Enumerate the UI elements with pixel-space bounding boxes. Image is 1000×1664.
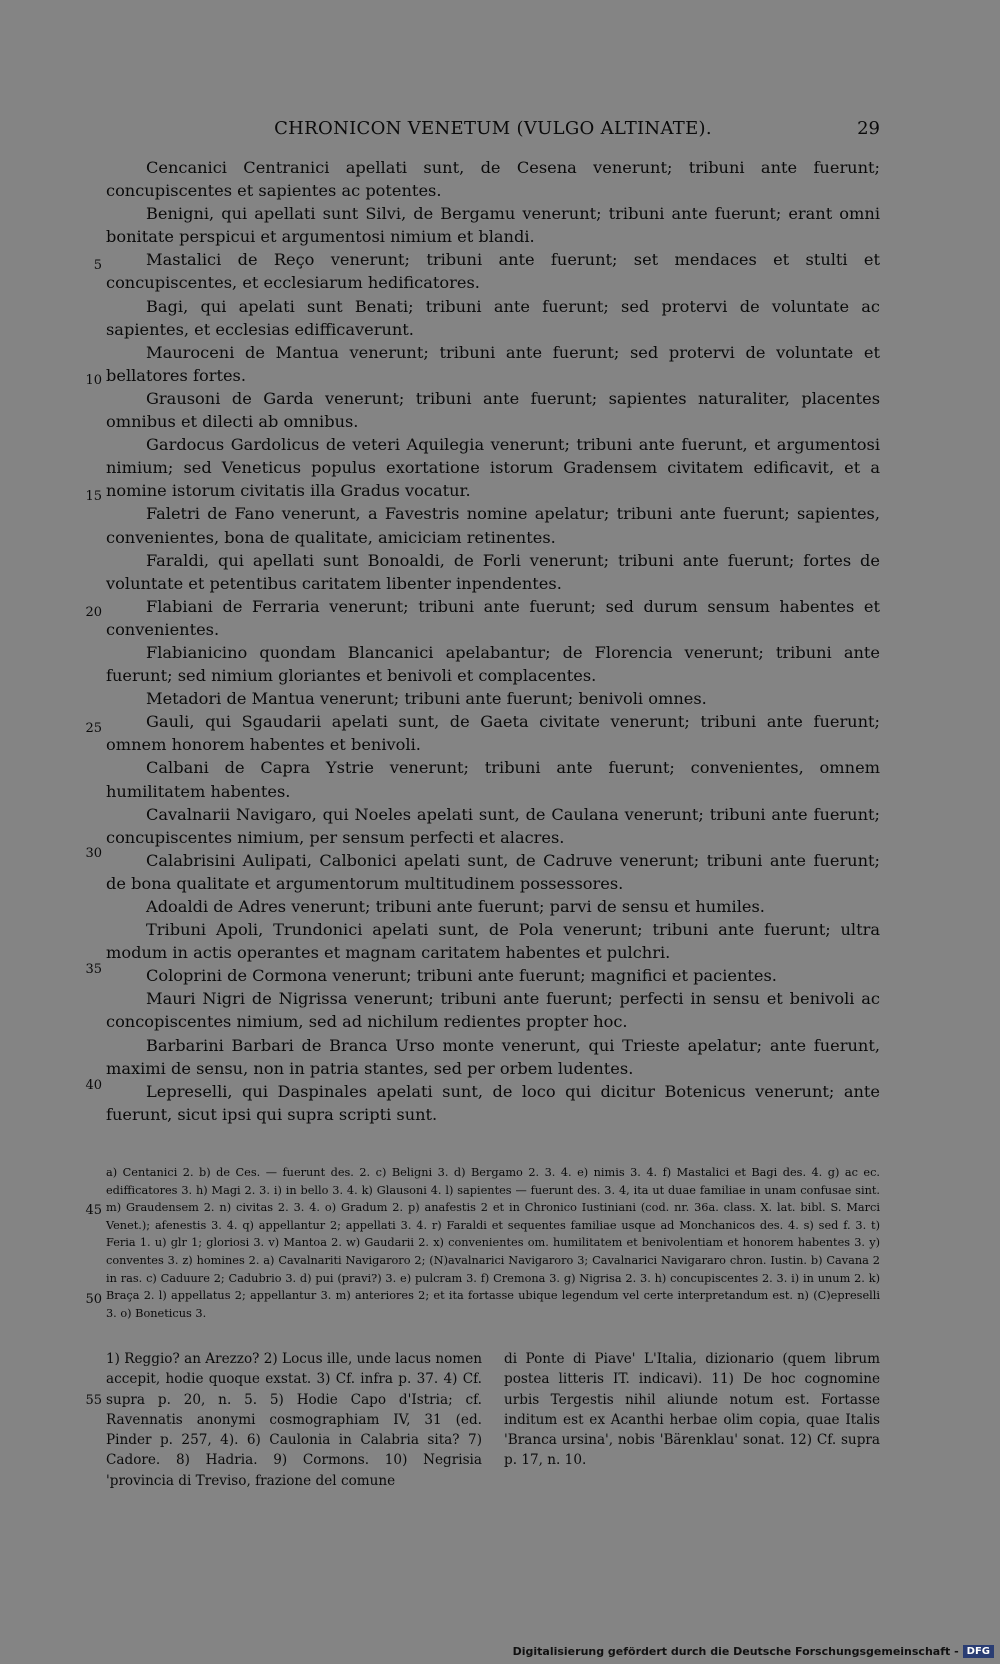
page-number: 29 <box>857 118 880 139</box>
paragraph: Benigni, qui apellati sunt Silvi, de Bergamu venerunt; tribuni ante fuerunt; erant omni bonitate perspicui et argumentosi nimium et blandi. <box>106 204 880 247</box>
paragraph: Tribuni Apoli, Trundonici apelati sunt, de Pola venerunt; tribuni ante fuerunt; ultra modum in actis operantes et magnam caritatem habentes et pulchri. <box>106 920 880 963</box>
line-number: 30 <box>85 846 102 861</box>
paragraph: Faraldi, qui apellati sunt Bonoaldi, de Forli venerunt; tribuni ante fuerunt; fortes de voluntate et petentibus caritatem libenter inpendentes. <box>106 550 880 593</box>
line-number: 55 <box>85 1393 102 1408</box>
paragraph: Calbani de Capra Ystrie venerunt; tribuni ante fuerunt; convenientes, omnem humilitatem habentes. <box>106 758 880 801</box>
apparatus-text: a) Centanici 2. b) de Ces. — fuerunt des. 2. c) Beligni 3. d) Bergamo 2. 3. 4. e) nimis 3. 4. f) Mastalici et Bagi des. 4. g) ac ec. edifficatores 3. h) Magi 2. 3. i) in bello 3. 4. k) Glausoni 4. l) sapientes — fuerunt des. 3. 4, ita ut duae familiae in unam confusae sint. m) Graudensem 2. n) civitas 2. 3. 4. o) Gradum 2. p) anafestis 2 et in Chronico Iustiniani (cod. nr. 36a. class. X. lat. bibl. S. Marci Venet.); afenestis 3. 4. q) appellantur 2; appellati 3. 4. r) Faraldi et sequentes familiae usque ad Monchanicos des. 4. s) sed f. 3. t) Feria 1. u) glr 1; gloriosi 3. v) Mantoa 2. w) Gaudarii 2. x) convenientes om. humilitatem et benivolentiam et honorem habentes 3. y) conventes 3. z) homines 2. a) Cavalnariti Navigaroro 2; (N)avalnarici Navigaroro 3; Cavalnarici Navigararo chron. Iustin. b) Cavana 2 in ras. c) Caduure 2; Cadubrio 3. d) pui (pravi?) 3. e) pulcram 3. f) Cremona 3. g) Nigrisa 2. 3. h) concupiscentes 2. 3. i) in unum 2. k) Braça 2. l) appellatus 2; appellantur 3. m) anteriores 2; et ita fortasse ubique legendum vel certe interpretandum est. n) (C)epreselli 3. o) Boneticus 3. <box>106 1166 880 1320</box>
line-number: 20 <box>85 605 102 620</box>
footnotes-left-text: 1) Reggio? an Arezzo? 2) Locus ille, unde lacus nomen accepit, hodie quoque exstat. 3) Cf. infra p. 37. 4) Cf. supra p. 20, n. 5. 5) Hodie Capo d'Istria; cf. Ravennatis anonymi cosmographiam IV, 31 (ed. Pinder p. 257, 4). 6) Caulonia in Calabria sita? 7) Cadore. 8) Hadria. 9) Cormons. 10) Negrisia 'provincia di Treviso, frazione del comune <box>106 1351 482 1489</box>
paragraph: Coloprini de Cormona venerunt; tribuni ante fuerunt; magnifici et pacientes. <box>146 966 777 986</box>
paragraph: Metadori de Mantua venerunt; tribuni ante fuerunt; benivoli omnes. <box>146 689 707 709</box>
paragraph: Cencanici Centranici apellati sunt, de Cesena venerunt; tribuni ante fuerunt; concupiscentes et sapientes ac potentes. <box>106 158 880 201</box>
paragraph: Gauli, qui Sgaudarii apelati sunt, de Gaeta civitate venerunt; tribuni ante fuerunt; omnem honorem habentes et benivoli. <box>106 712 880 755</box>
critical-apparatus <box>106 1164 880 1322</box>
line-number: 10 <box>85 373 102 388</box>
paragraph: Cavalnarii Navigaro, qui Noeles apelati sunt, de Caulana venerunt; tribuni ante fuerunt; concupiscentes nimium, per sensum perfecti et alacres. <box>106 804 880 847</box>
page-header <box>106 118 880 144</box>
paragraph: Barbarini Barbari de Branca Urso monte venerunt, qui Trieste apelatur; ante fuerunt, maximi de sensu, non in patria stantes, sed per orbem ludentes. <box>106 1035 880 1078</box>
line-number: 50 <box>85 1292 102 1307</box>
line-number: 45 <box>85 1203 102 1218</box>
footnotes-right-column <box>504 1349 880 1491</box>
paragraph: Flabianicino quondam Blancanici apelabantur; de Florencia venerunt; tribuni ante fuerunt; sed nimium gloriantes et benivoli et complacentes. <box>106 642 880 686</box>
main-text <box>106 156 880 1126</box>
paragraph: Calabrisini Aulipati, Calbonici apelati sunt, de Cadruve venerunt; tribuni ante fuerunt; de bona qualitate et argumentorum multitudinem possessores. <box>106 850 880 893</box>
dfg-logo: DFG <box>963 1645 994 1658</box>
footnotes-left-column <box>106 1349 482 1491</box>
footnotes-right-text: di Ponte di Piave' L'Italia, dizionario (quem librum postea litteris IT. indicavi). 11) De hoc cognomine urbis Tergestis nihil aliunde notum est. Fortasse inditum est ex Acanthi herbae olim copia, quae Italis 'Branca ursina', nobis 'Bärenklau' sonat. 12) Cf. supra p. 17, n. 10. <box>504 1351 880 1469</box>
line-number: 25 <box>85 721 102 736</box>
digitization-footer <box>513 1645 994 1658</box>
paragraph: Bagi, qui apelati sunt Benati; tribuni ante fuerunt; sed protervi de voluntate ac sapientes, et ecclesias edifficaverunt. <box>106 296 880 339</box>
footer-text: Digitalisierung gefördert durch die Deutsche Forschungsgemeinschaft - <box>512 1645 959 1658</box>
line-number: 15 <box>85 489 102 504</box>
footnotes <box>106 1349 880 1491</box>
paragraph: Lepreselli, qui Daspinales apelati sunt, de loco qui dicitur Botenicus venerunt; ante fuerunt, sicut ipsi qui supra scripti sunt. <box>106 1081 880 1124</box>
line-number: 40 <box>85 1078 102 1093</box>
line-number: 5 <box>93 258 102 273</box>
paragraph: Adoaldi de Adres venerunt; tribuni ante fuerunt; parvi de sensu et humiles. <box>146 897 765 916</box>
paragraph: Mastalici de Reço venerunt; tribuni ante fuerunt; set mendaces et stulti et concupiscentes, et ecclesiarum hedificatores. <box>106 250 880 293</box>
line-number: 35 <box>85 962 102 977</box>
paragraph: Grausoni de Garda venerunt; tribuni ante fuerunt; sapientes naturaliter, placentes omnibus et dilecti ab omnibus. <box>106 388 880 432</box>
paragraph: Mauroceni de Mantua venerunt; tribuni ante fuerunt; sed protervi de voluntate et bellatores fortes. <box>106 342 880 385</box>
paragraph: Gardocus Gardolicus de veteri Aquilegia venerunt; tribuni ante fuerunt, et argumentosi nimium; sed Veneticus populus exortatione istorum Gradensem civitatem edificavit, et a nomine istorum civitatis illa Gradus vocatur. <box>106 435 880 501</box>
paragraph: Flabiani de Ferraria venerunt; tribuni ante fuerunt; sed durum sensum habentes et convenientes. <box>106 596 880 639</box>
paragraph: Mauri Nigri de Nigrissa venerunt; tribuni ante fuerunt; perfecti in sensu et benivoli ac concopiscentes nimium, sed ad nichilum redientes propter hoc. <box>106 989 880 1032</box>
paragraph: Faletri de Fano venerunt, a Favestris nomine apelatur; tribuni ante fuerunt; sapientes, convenientes, bona de qualitate, amiciciam retinentes. <box>106 504 880 547</box>
running-title: CHRONICON VENETUM (VULGO ALTINATE). <box>274 118 712 139</box>
